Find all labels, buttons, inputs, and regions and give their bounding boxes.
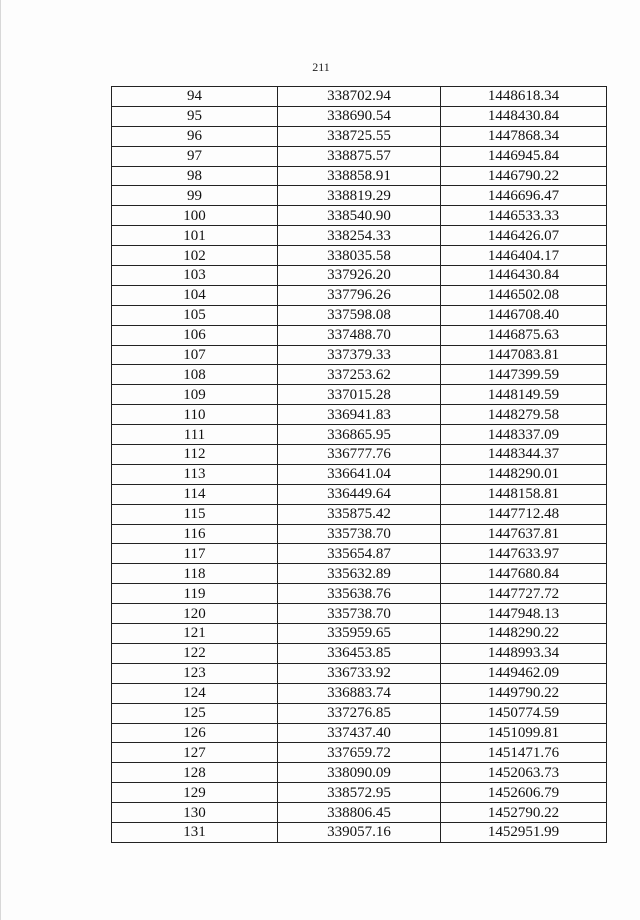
point-number-cell: 96 xyxy=(112,126,278,146)
point-number-cell: 120 xyxy=(112,604,278,624)
x-coordinate-cell: 337926.20 xyxy=(278,266,441,286)
table-row xyxy=(112,663,607,683)
point-number-cell: 97 xyxy=(112,146,278,166)
point-number-cell: 129 xyxy=(112,783,278,803)
table-row xyxy=(112,803,607,823)
point-number-cell: 122 xyxy=(112,643,278,663)
x-coordinate-cell: 337488.70 xyxy=(278,325,441,345)
point-number-cell: 101 xyxy=(112,226,278,246)
x-coordinate-cell: 339057.16 xyxy=(278,822,441,842)
x-coordinate-cell: 336733.92 xyxy=(278,663,441,683)
x-coordinate-cell: 335875.42 xyxy=(278,504,441,524)
y-coordinate-cell: 1452063.73 xyxy=(441,763,607,783)
y-coordinate-cell: 1447083.81 xyxy=(441,345,607,365)
coordinate-table xyxy=(111,86,607,843)
y-coordinate-cell: 1448618.34 xyxy=(441,87,607,107)
x-coordinate-cell: 336865.95 xyxy=(278,425,441,445)
point-number-cell: 102 xyxy=(112,246,278,266)
point-number-cell: 109 xyxy=(112,385,278,405)
x-coordinate-cell: 337796.26 xyxy=(278,285,441,305)
point-number-cell: 106 xyxy=(112,325,278,345)
point-number-cell: 113 xyxy=(112,464,278,484)
x-coordinate-cell: 335654.87 xyxy=(278,544,441,564)
coordinate-table-body xyxy=(112,87,607,843)
point-number-cell: 100 xyxy=(112,206,278,226)
y-coordinate-cell: 1447712.48 xyxy=(441,504,607,524)
table-row xyxy=(112,405,607,425)
x-coordinate-cell: 336883.74 xyxy=(278,683,441,703)
y-coordinate-cell: 1448344.37 xyxy=(441,445,607,465)
table-row xyxy=(112,385,607,405)
table-row xyxy=(112,464,607,484)
table-row xyxy=(112,285,607,305)
y-coordinate-cell: 1446708.40 xyxy=(441,305,607,325)
table-row xyxy=(112,126,607,146)
table-row xyxy=(112,266,607,286)
y-coordinate-cell: 1448290.01 xyxy=(441,464,607,484)
point-number-cell: 98 xyxy=(112,166,278,186)
table-row xyxy=(112,584,607,604)
x-coordinate-cell: 337598.08 xyxy=(278,305,441,325)
point-number-cell: 112 xyxy=(112,445,278,465)
table-row xyxy=(112,305,607,325)
table-row xyxy=(112,544,607,564)
y-coordinate-cell: 1451099.81 xyxy=(441,723,607,743)
x-coordinate-cell: 336641.04 xyxy=(278,464,441,484)
table-row xyxy=(112,445,607,465)
y-coordinate-cell: 1446430.84 xyxy=(441,266,607,286)
x-coordinate-cell: 338806.45 xyxy=(278,803,441,823)
x-coordinate-cell: 337253.62 xyxy=(278,365,441,385)
x-coordinate-cell: 335959.65 xyxy=(278,624,441,644)
table-row xyxy=(112,146,607,166)
y-coordinate-cell: 1452951.99 xyxy=(441,822,607,842)
y-coordinate-cell: 1447680.84 xyxy=(441,564,607,584)
x-coordinate-cell: 338540.90 xyxy=(278,206,441,226)
y-coordinate-cell: 1448290.22 xyxy=(441,624,607,644)
point-number-cell: 108 xyxy=(112,365,278,385)
x-coordinate-cell: 338875.57 xyxy=(278,146,441,166)
table-row xyxy=(112,822,607,842)
x-coordinate-cell: 337659.72 xyxy=(278,743,441,763)
point-number-cell: 103 xyxy=(112,266,278,286)
point-number-cell: 110 xyxy=(112,405,278,425)
y-coordinate-cell: 1446426.07 xyxy=(441,226,607,246)
y-coordinate-cell: 1447727.72 xyxy=(441,584,607,604)
table-row xyxy=(112,186,607,206)
x-coordinate-cell: 338702.94 xyxy=(278,87,441,107)
point-number-cell: 95 xyxy=(112,106,278,126)
y-coordinate-cell: 1448158.81 xyxy=(441,484,607,504)
x-coordinate-cell: 335738.70 xyxy=(278,604,441,624)
y-coordinate-cell: 1447637.81 xyxy=(441,524,607,544)
point-number-cell: 116 xyxy=(112,524,278,544)
table-row xyxy=(112,166,607,186)
point-number-cell: 130 xyxy=(112,803,278,823)
x-coordinate-cell: 338725.55 xyxy=(278,126,441,146)
y-coordinate-cell: 1446945.84 xyxy=(441,146,607,166)
table-row xyxy=(112,604,607,624)
x-coordinate-cell: 338254.33 xyxy=(278,226,441,246)
y-coordinate-cell: 1447633.97 xyxy=(441,544,607,564)
table-row xyxy=(112,683,607,703)
point-number-cell: 111 xyxy=(112,425,278,445)
y-coordinate-cell: 1448993.34 xyxy=(441,643,607,663)
point-number-cell: 124 xyxy=(112,683,278,703)
table-row xyxy=(112,206,607,226)
table-row xyxy=(112,106,607,126)
table-row xyxy=(112,226,607,246)
y-coordinate-cell: 1448279.58 xyxy=(441,405,607,425)
point-number-cell: 126 xyxy=(112,723,278,743)
x-coordinate-cell: 335638.76 xyxy=(278,584,441,604)
table-row xyxy=(112,365,607,385)
table-row xyxy=(112,703,607,723)
point-number-cell: 125 xyxy=(112,703,278,723)
point-number-cell: 114 xyxy=(112,484,278,504)
point-number-cell: 115 xyxy=(112,504,278,524)
table-row xyxy=(112,763,607,783)
x-coordinate-cell: 336449.64 xyxy=(278,484,441,504)
y-coordinate-cell: 1446502.08 xyxy=(441,285,607,305)
y-coordinate-cell: 1448149.59 xyxy=(441,385,607,405)
point-number-cell: 107 xyxy=(112,345,278,365)
page-number: 211 xyxy=(312,60,330,74)
point-number-cell: 123 xyxy=(112,663,278,683)
x-coordinate-cell: 338090.09 xyxy=(278,763,441,783)
y-coordinate-cell: 1449790.22 xyxy=(441,683,607,703)
y-coordinate-cell: 1447399.59 xyxy=(441,365,607,385)
table-row xyxy=(112,624,607,644)
point-number-cell: 105 xyxy=(112,305,278,325)
table-row xyxy=(112,504,607,524)
x-coordinate-cell: 335738.70 xyxy=(278,524,441,544)
x-coordinate-cell: 338819.29 xyxy=(278,186,441,206)
point-number-cell: 94 xyxy=(112,87,278,107)
table-row xyxy=(112,87,607,107)
y-coordinate-cell: 1447948.13 xyxy=(441,604,607,624)
table-row xyxy=(112,425,607,445)
x-coordinate-cell: 336941.83 xyxy=(278,405,441,425)
table-row xyxy=(112,564,607,584)
x-coordinate-cell: 338572.95 xyxy=(278,783,441,803)
x-coordinate-cell: 338035.58 xyxy=(278,246,441,266)
x-coordinate-cell: 336453.85 xyxy=(278,643,441,663)
x-coordinate-cell: 337015.28 xyxy=(278,385,441,405)
y-coordinate-cell: 1447868.34 xyxy=(441,126,607,146)
y-coordinate-cell: 1450774.59 xyxy=(441,703,607,723)
table-row xyxy=(112,783,607,803)
y-coordinate-cell: 1446875.63 xyxy=(441,325,607,345)
table-row xyxy=(112,743,607,763)
y-coordinate-cell: 1446533.33 xyxy=(441,206,607,226)
y-coordinate-cell: 1446696.47 xyxy=(441,186,607,206)
table-row xyxy=(112,524,607,544)
x-coordinate-cell: 337276.85 xyxy=(278,703,441,723)
point-number-cell: 119 xyxy=(112,584,278,604)
y-coordinate-cell: 1452606.79 xyxy=(441,783,607,803)
table-row xyxy=(112,246,607,266)
point-number-cell: 128 xyxy=(112,763,278,783)
table-row xyxy=(112,325,607,345)
table-row xyxy=(112,345,607,365)
x-coordinate-cell: 337379.33 xyxy=(278,345,441,365)
point-number-cell: 127 xyxy=(112,743,278,763)
y-coordinate-cell: 1449462.09 xyxy=(441,663,607,683)
point-number-cell: 131 xyxy=(112,822,278,842)
point-number-cell: 121 xyxy=(112,624,278,644)
x-coordinate-cell: 336777.76 xyxy=(278,445,441,465)
point-number-cell: 117 xyxy=(112,544,278,564)
y-coordinate-cell: 1451471.76 xyxy=(441,743,607,763)
x-coordinate-cell: 338690.54 xyxy=(278,106,441,126)
table-row xyxy=(112,484,607,504)
point-number-cell: 104 xyxy=(112,285,278,305)
x-coordinate-cell: 337437.40 xyxy=(278,723,441,743)
table-row xyxy=(112,723,607,743)
point-number-cell: 99 xyxy=(112,186,278,206)
y-coordinate-cell: 1448430.84 xyxy=(441,106,607,126)
y-coordinate-cell: 1452790.22 xyxy=(441,803,607,823)
y-coordinate-cell: 1448337.09 xyxy=(441,425,607,445)
y-coordinate-cell: 1446404.17 xyxy=(441,246,607,266)
x-coordinate-cell: 335632.89 xyxy=(278,564,441,584)
table-row xyxy=(112,643,607,663)
point-number-cell: 118 xyxy=(112,564,278,584)
x-coordinate-cell: 338858.91 xyxy=(278,166,441,186)
y-coordinate-cell: 1446790.22 xyxy=(441,166,607,186)
